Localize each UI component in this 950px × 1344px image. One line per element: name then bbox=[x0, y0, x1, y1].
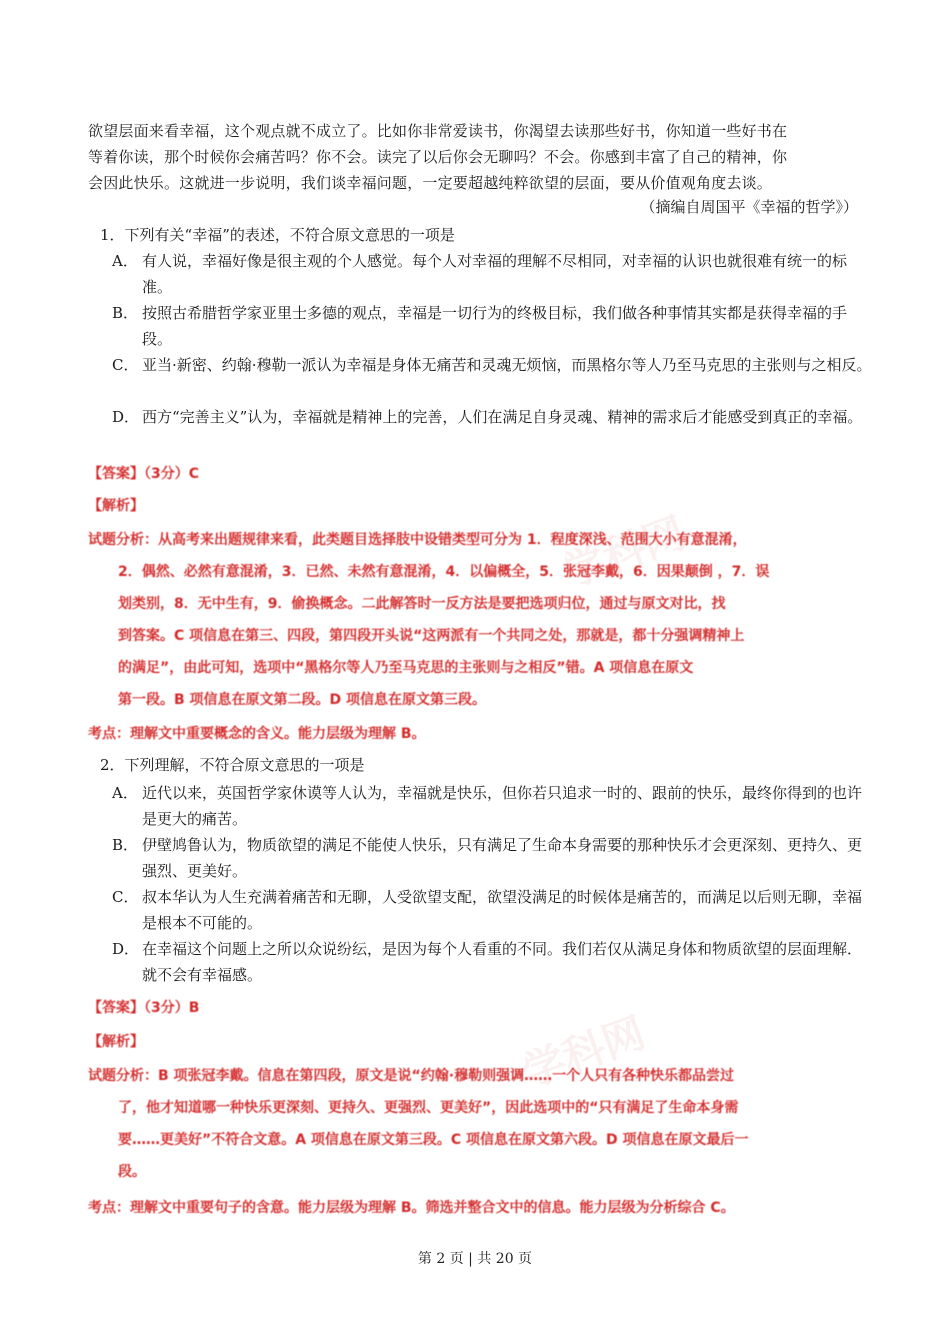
intro-line: 等着你读，那个时候你会痛苦吗？你不会。读完了以后你会无聊吗？不会。你感到丰富了自己的精神，你 bbox=[88, 148, 788, 166]
q2-option-c bbox=[112, 884, 872, 936]
question-2-stem: 2．下列理解，不符合原文意思的一项是 bbox=[100, 756, 365, 774]
option-letter: C． bbox=[112, 888, 139, 906]
watermark: 学科网 bbox=[556, 507, 692, 597]
option-text: 近代以来，英国哲学家休谟等人认为，幸福就是快乐，但你若只追求一时的、跟前的快乐，最终你得到的也许是更大的痛苦。 bbox=[142, 784, 863, 828]
q1-point: 考点：理解文中重要概念的含义。能力层级为理解 B。 bbox=[88, 726, 426, 742]
q2-analysis-label: 【解析】 bbox=[88, 1034, 144, 1050]
option-letter: D． bbox=[112, 940, 140, 958]
question-1-stem: 1．下列有关“幸福”的表述，不符合原文意思的一项是 bbox=[100, 226, 455, 244]
q2-analysis-line: 要……更美好”不符合文意。A 项信息在原文第三段。C 项信息在原文第六段。D 项信息在原文最后一 bbox=[118, 1132, 749, 1148]
q1-analysis-line: 2．偶然、必然有意混淆，3．已然、未然有意混淆，4．以偏概全，5．张冠李戴，6．因果颠倒 ，7．误 bbox=[118, 564, 770, 580]
q1-analysis-line: 到答案。C 项信息在第三、四段，第四段开头说“这两派有一个共同之处，那就是，都十分强调精神上 bbox=[118, 628, 745, 644]
option-text: 按照古希腊哲学家亚里士多德的观点，幸福是一切行为的终极目标，我们做各种事情其实都是获得幸福的手段。 bbox=[142, 304, 848, 348]
q2-answer: 【答案】（3分）B bbox=[88, 1000, 200, 1016]
option-text: 有人说，幸福好像是很主观的个人感觉。每个人对幸福的理解不尽相同，对幸福的认识也就很难有统一的标准。 bbox=[142, 252, 848, 296]
q1-option-a bbox=[112, 248, 872, 300]
page-footer: 第 2 页 | 共 20 页 bbox=[417, 1251, 533, 1267]
option-letter: C． bbox=[112, 356, 139, 374]
intro-line: 欲望层面来看幸福，这个观点就不成立了。比如你非常爱读书，你渴望去读那些好书，你知道一些好书在 bbox=[88, 122, 788, 140]
intro-paragraph bbox=[88, 118, 868, 196]
option-text: 在幸福这个问题上之所以众说纷纭，是因为每个人看重的不同。我们若仅从满足身体和物质欲望的层面理解．就不会有幸福感。 bbox=[142, 940, 863, 984]
option-text: 西方“完善主义”认为，幸福就是精神上的完善，人们在满足自身灵魂、精神的需求后才能感受到真正的幸福。 bbox=[142, 408, 863, 426]
watermark: 学科网 bbox=[516, 1007, 652, 1097]
q2-option-b bbox=[112, 832, 872, 884]
option-letter: A． bbox=[112, 252, 138, 270]
q1-analysis-line: 试题分析：从高考来出题规律来看，此类题目选择肢中设错类型可分为 1．程度深浅、范围大小有意混淆， bbox=[88, 532, 747, 548]
option-letter: B． bbox=[112, 836, 139, 854]
option-letter: A． bbox=[112, 784, 138, 802]
option-letter: D． bbox=[112, 408, 140, 426]
q1-answer: 【答案】（3分）C bbox=[88, 466, 200, 482]
q2-point: 考点：理解文中重要句子的含意。能力层级为理解 B。筛选并整合文中的信息。能力层级为分析综合 C。 bbox=[88, 1200, 735, 1216]
q2-analysis-line: 了，他才知道哪一种快乐更深刻、更持久、更强烈、更美好”，因此选项中的“只有满足了生命本身需 bbox=[118, 1100, 739, 1116]
option-text: 亚当·新密、约翰·穆勒一派认为幸福是身体无痛苦和灵魂无烦恼，而黑格尔等人乃至马克思的主张则与之相反。 bbox=[142, 356, 872, 374]
q2-option-d bbox=[112, 936, 872, 988]
option-text: 伊壁鸠鲁认为，物质欲望的满足不能使人快乐，只有满足了生命本身需要的那种快乐才会更深刻、更持久、更强烈、更美好。 bbox=[142, 836, 863, 880]
option-text: 叔本华认为人生充满着痛苦和无聊，人受欲望支配，欲望没满足的时候体是痛苦的，而满足以后则无聊，幸福是根本不可能的。 bbox=[142, 888, 863, 932]
q2-analysis-line: 段。 bbox=[118, 1164, 146, 1180]
q1-analysis-label: 【解析】 bbox=[88, 498, 144, 514]
intro-line: 会因此快乐。这就进一步说明，我们谈幸福问题，一定要超越纯粹欲望的层面，要从价值观角度去谈。 bbox=[88, 174, 773, 192]
q1-analysis-line: 划类别，8．无中生有，9．偷换概念。二此解答时一反方法是要把选项归位，通过与原文对比，找 bbox=[118, 596, 726, 612]
q1-option-b bbox=[112, 300, 872, 352]
q1-analysis-line: 的满足”，由此可知，选项中“黑格尔等人乃至马克思的主张则与之相反”错。A 项信息在原文 bbox=[118, 660, 694, 676]
q2-option-a bbox=[112, 780, 872, 832]
option-letter: B． bbox=[112, 304, 139, 322]
source-citation: （摘编自周国平《幸福的哲学》） bbox=[640, 198, 858, 216]
q1-option-c bbox=[112, 352, 872, 378]
q1-analysis-line: 第一段。B 项信息在原文第二段。D 项信息在原文第三段。 bbox=[118, 692, 487, 708]
q1-option-d bbox=[112, 404, 872, 430]
q2-analysis-line: 试题分析：B 项张冠李戴。信息在第四段，原文是说“约翰·穆勒则强调……一个人只有各种快乐都品尝过 bbox=[88, 1068, 735, 1084]
